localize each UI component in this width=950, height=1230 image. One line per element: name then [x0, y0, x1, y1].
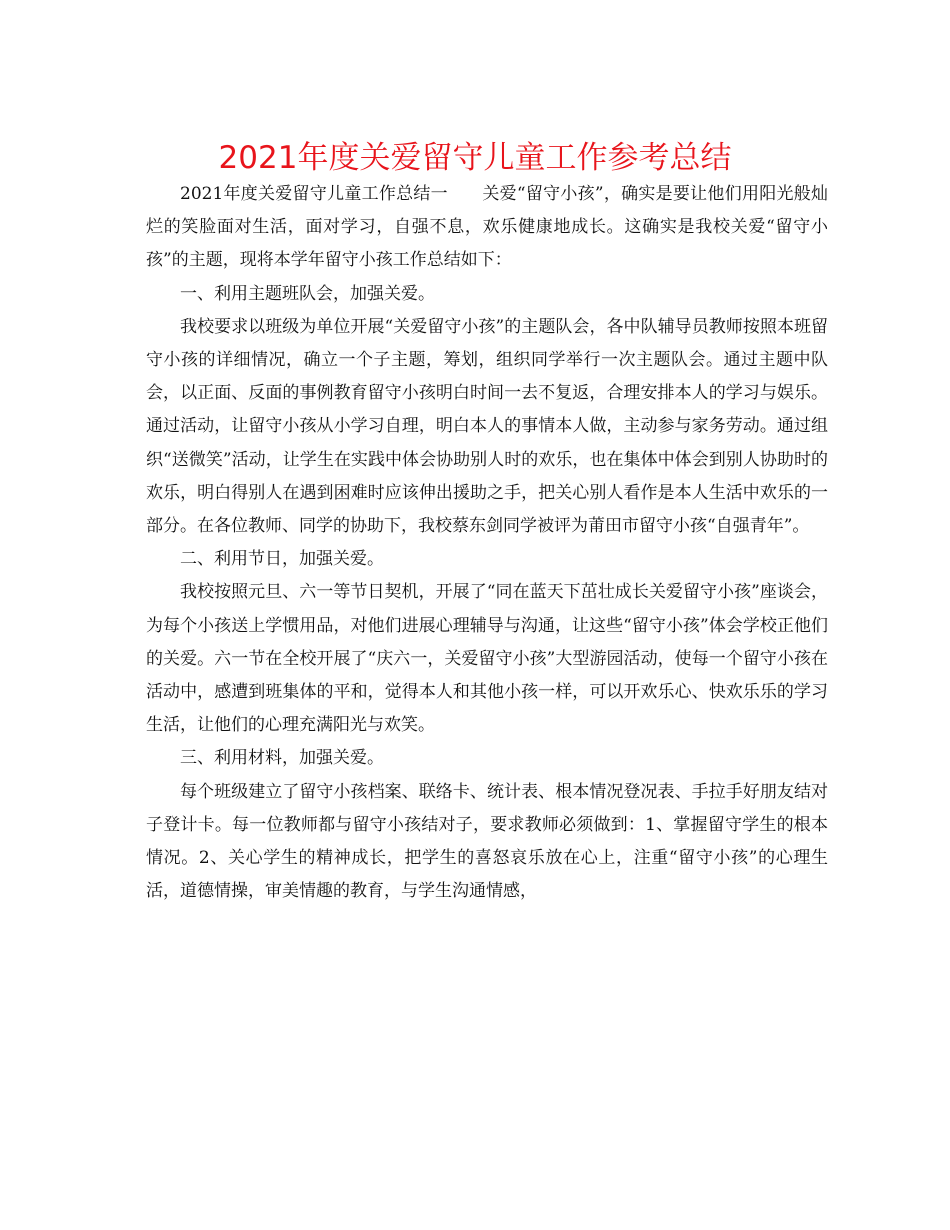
section-heading-1: 一、利用主题班队会，加强关爱。 [180, 283, 435, 304]
section-heading-3: 三、利用材料，加强关爱。 [180, 748, 384, 769]
paragraph-section-3: 每个班级建立了留守小孩档案、联络卡、统计表、根本情况登况表、手拉手好朋友结对子登计卡。每一位教师都与留守小孩结对子，要求教师必须做到：1、掌握留守学生的根本情况。2、关心学生的精神成长，把学生的喜怒哀乐放在心上，注重“留守小孩”的心理生活，道德情操，审美情趣的教育，与学生沟通情感， [146, 781, 828, 902]
section-heading-2: 二、利用节日，加强关爱。 [180, 549, 384, 570]
paragraph-section-1: 我校要求以班级为单位开展“关爱留守小孩”的主题队会，各中队辅导员教师按照本班留守小孩的详细情况，确立一个子主题，筹划，组织同学举行一次主题队会。通过主题中队会，以正面、反面的事例教育留守小孩明白时间一去不复返，合理安排本人的学习与娱乐。通过活动，让留守小孩从小学习自理，明白本人的事情本人做，主动参与家务劳动。通过组织“送微笑”活动，让学生在实践中体会协助别人时的欢乐，也在集体中体会到别人协助时的欢乐，明白得别人在遇到困难时应该伸出援助之手，把关心别人看作是本人生活中欢乐的一部分。在各位教师、同学的协助下，我校蔡东剑同学被评为莆田市留守小孩“自强青年”。 [146, 316, 828, 537]
paragraph-section-2: 我校按照元旦、六一等节日契机，开展了“同在蓝天下茁壮成长关爱留守小孩”座谈会，为每个小孩送上学惯用品，对他们进展心理辅导与沟通，让这些“留守小孩”体会学校正他们的关爱。六一节在全校开展了“庆六一，关爱留守小孩”大型游园活动，使每一个留守小孩在活动中，感遭到班集体的平和，觉得本人和其他小孩一样，可以开欢乐心、快欢乐乐的学习生活，让他们的心理充满阳光与欢笑。 [146, 582, 828, 736]
document-body [146, 178, 828, 908]
paragraph-intro: 2021年度关爱留守儿童工作总结一 关爱“留守小孩”，确实是要让他们用阳光般灿烂的笑脸面对生活，面对学习，自强不息，欢乐健康地成长。这确实是我校关爱“留守小孩”的主题，现将本学年留守小孩工作总结如下： [146, 184, 828, 271]
document-title: 2021年度关爱留守儿童工作参考总结 [218, 140, 732, 176]
